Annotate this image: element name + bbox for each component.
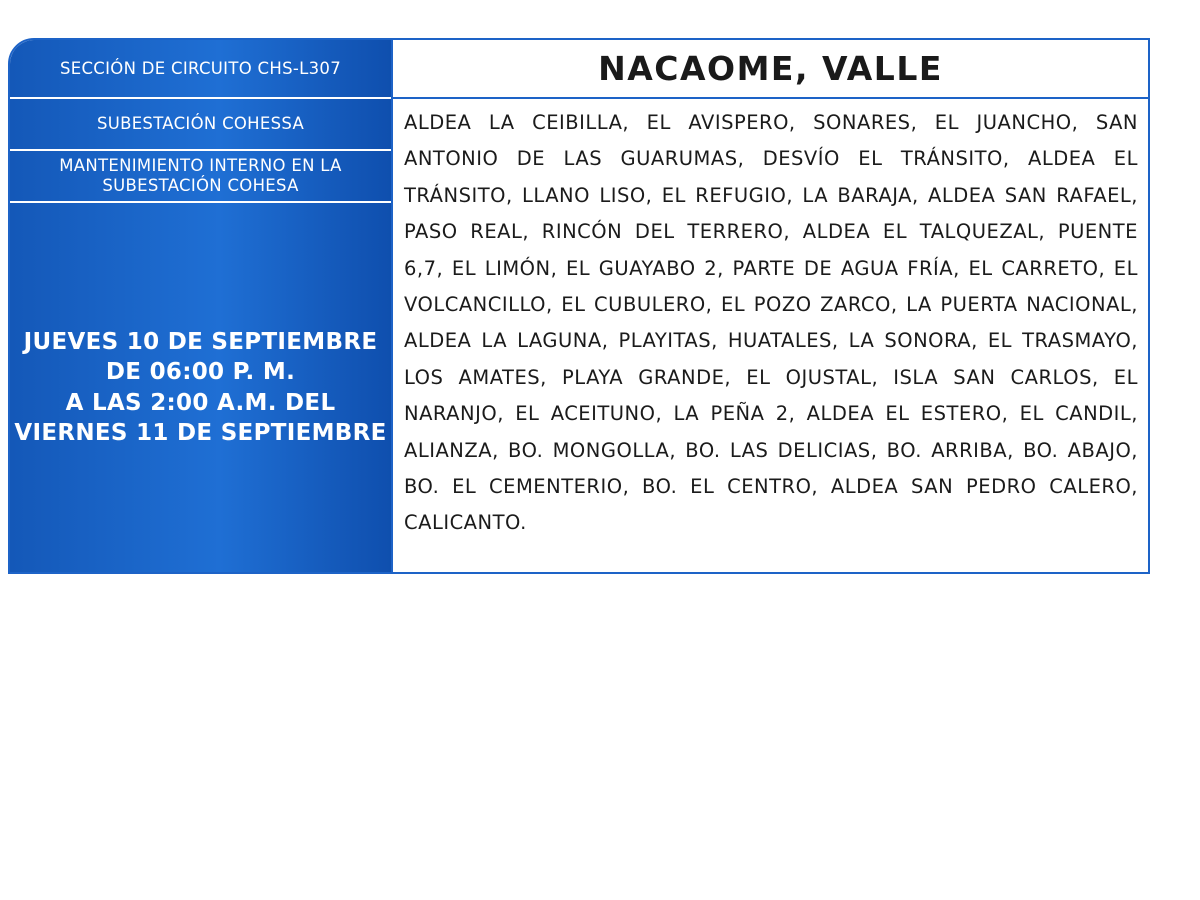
location-title-text: NACAOME, VALLE bbox=[598, 49, 943, 88]
schedule-line: JUEVES 10 DE SEPTIEMBRE bbox=[23, 328, 378, 355]
substation-label bbox=[10, 99, 391, 151]
schedule-line: DE 06:00 P. M. bbox=[105, 359, 296, 385]
maintenance-label bbox=[10, 151, 391, 203]
maintenance-text: MANTENIMIENTO INTERNO EN LA SUBESTACIÓN COHESA bbox=[59, 156, 342, 195]
substation-text: SUBESTACIÓN COHESSA bbox=[96, 114, 305, 133]
schedule-line: A LAS 2:00 A.M. DEL bbox=[65, 389, 336, 416]
affected-areas-text: ALDEA LA CEIBILLA, EL AVISPERO, SONARES, EL JUANCHO, SAN ANTONIO DE LAS GUARUMAS, DESVÍO EL TRÁNSITO, ALDEA EL TRÁNSITO, LLANO LISO, EL REFUGIO, LA BARAJA, ALDEA SAN RAFAEL, PASO REAL, RINCÓN DEL TERRERO, ALDEA EL TALQUEZAL, PUENTE 6,7, EL LIMÓN, EL GUAYABO 2, PARTE DE AGUA FRÍA, EL CARRETO, EL VOLCANCILLO, EL CUBULERO, EL POZO ZARCO, LA PUERTA NACIONAL, ALDEA LA LAGUNA, PLAYITAS, HUATALES, LA SONORA, EL TRASMAYO, LOS AMATES, PLAYA GRANDE, EL OJUSTAL, ISLA SAN CARLOS, EL NARANJO, EL ACEITUNO, LA PEÑA 2, ALDEA EL ESTERO, EL CANDIL, ALIANZA, BO. MONGOLLA, BO. LAS DELICIAS, BO. ARRIBA, BO. ABAJO, BO. EL CEMENTERIO, BO. EL CENTRO, ALDEA SAN PEDRO CALERO, CALICANTO. bbox=[404, 111, 1138, 535]
schedule-lines bbox=[14, 327, 386, 449]
circuit-section-label bbox=[10, 40, 391, 99]
location-title bbox=[393, 40, 1148, 99]
schedule-line: VIERNES 11 DE SEPTIEMBRE bbox=[14, 420, 387, 446]
schedule-column bbox=[10, 40, 393, 572]
outage-notice-table bbox=[8, 38, 1150, 574]
locations-column bbox=[393, 40, 1148, 572]
circuit-section-text: SECCIÓN DE CIRCUITO CHS-L307 bbox=[59, 58, 341, 78]
schedule-block bbox=[10, 203, 391, 572]
